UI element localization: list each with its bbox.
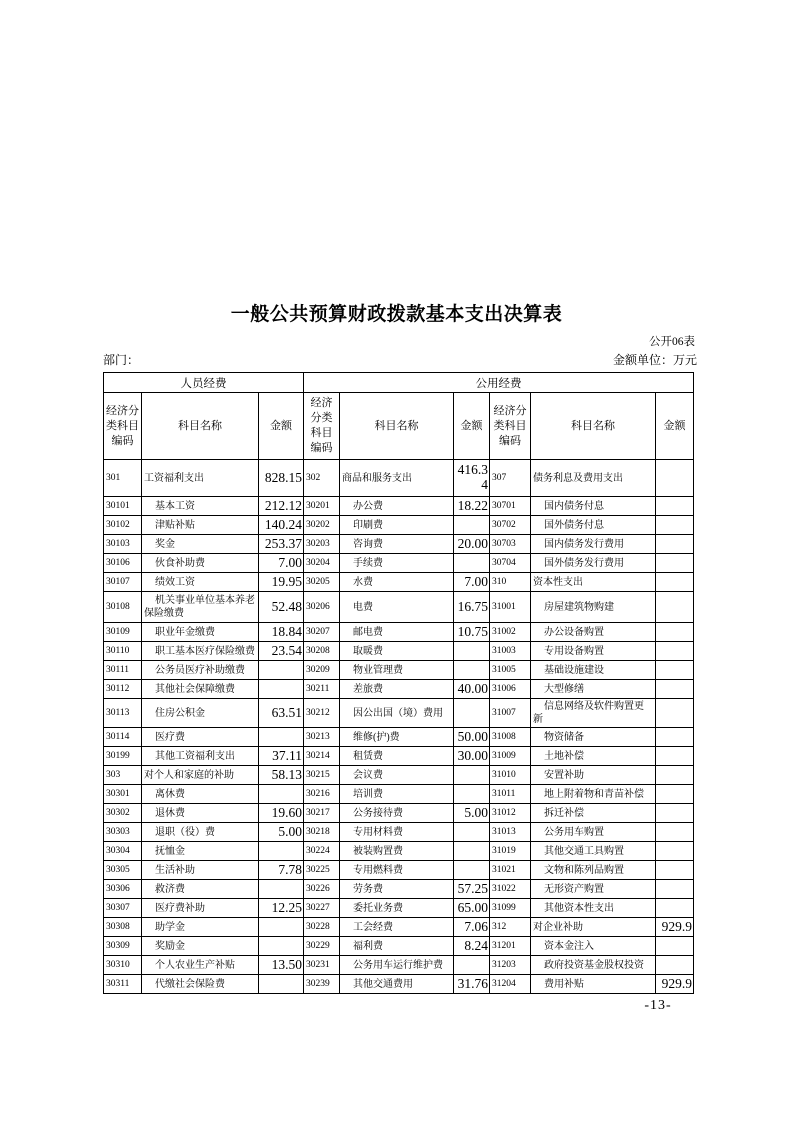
name-cell: 会议费	[340, 766, 454, 785]
name-cell: 债务利息及费用支出	[531, 460, 656, 497]
amount-cell	[454, 823, 490, 842]
name-cell: 医疗费	[142, 728, 259, 747]
code-cell: 30303	[104, 823, 142, 842]
table-row	[104, 766, 694, 785]
amount-cell: 23.54	[259, 642, 304, 661]
code-cell: 30205	[304, 573, 340, 592]
amount-cell	[259, 680, 304, 699]
amount-cell: 19.60	[259, 804, 304, 823]
table-row	[104, 535, 694, 554]
code-cell: 30307	[104, 899, 142, 918]
amount-cell: 37.11	[259, 747, 304, 766]
code-cell: 30108	[104, 592, 142, 623]
name-cell: 取暖费	[340, 642, 454, 661]
amount-cell: 7.00	[454, 573, 490, 592]
page-title: 一般公共预算财政拨款基本支出决算表	[230, 304, 563, 325]
table-row	[104, 842, 694, 861]
name-cell: 政府投资基金股权投资	[531, 956, 656, 975]
table-row	[104, 699, 694, 728]
code-cell: 30201	[304, 497, 340, 516]
table-row	[104, 497, 694, 516]
amount-cell: 140.24	[259, 516, 304, 535]
code-cell: 31203	[490, 956, 531, 975]
table-row	[104, 661, 694, 680]
code-cell: 31011	[490, 785, 531, 804]
amount-cell	[454, 861, 490, 880]
name-cell: 退休费	[142, 804, 259, 823]
code-cell: 30101	[104, 497, 142, 516]
name-cell: 手续费	[340, 554, 454, 573]
code-cell: 31099	[490, 899, 531, 918]
code-cell: 30311	[104, 975, 142, 994]
code-cell: 302	[304, 460, 340, 497]
code-cell: 30211	[304, 680, 340, 699]
col-header-amount-1: 金额	[259, 393, 304, 460]
code-cell: 30308	[104, 918, 142, 937]
amount-cell	[454, 642, 490, 661]
table-row	[104, 918, 694, 937]
code-cell: 30216	[304, 785, 340, 804]
code-cell: 30225	[304, 861, 340, 880]
amount-cell	[454, 699, 490, 728]
amount-cell	[259, 937, 304, 956]
amount-cell: 63.51	[259, 699, 304, 728]
code-cell: 31005	[490, 661, 531, 680]
name-cell: 个人农业生产补贴	[142, 956, 259, 975]
name-cell: 基本工资	[142, 497, 259, 516]
amount-cell	[454, 956, 490, 975]
code-cell: 30224	[304, 842, 340, 861]
column-header-row	[104, 393, 694, 460]
name-cell: 差旅费	[340, 680, 454, 699]
col-header-code-3: 经济分类科目编码	[490, 393, 531, 460]
name-cell: 安置补助	[531, 766, 656, 785]
name-cell: 机关事业单位基本养老保险缴费	[142, 592, 259, 623]
amount-cell	[656, 766, 694, 785]
group-header-public: 公用经费	[304, 373, 694, 393]
name-cell: 基础设施建设	[531, 661, 656, 680]
code-cell: 30229	[304, 937, 340, 956]
code-cell: 30702	[490, 516, 531, 535]
group-header-row	[104, 373, 694, 393]
amount-cell: 8.24	[454, 937, 490, 956]
code-cell: 30207	[304, 623, 340, 642]
code-cell: 30103	[104, 535, 142, 554]
table-row	[104, 937, 694, 956]
amount-cell: 828.15	[259, 460, 304, 497]
amount-cell	[454, 785, 490, 804]
name-cell: 被装购置费	[340, 842, 454, 861]
code-cell: 30227	[304, 899, 340, 918]
name-cell: 工资福利支出	[142, 460, 259, 497]
name-cell: 离休费	[142, 785, 259, 804]
code-cell: 30114	[104, 728, 142, 747]
name-cell: 办公设备购置	[531, 623, 656, 642]
amount-cell	[656, 880, 694, 899]
table-row	[104, 554, 694, 573]
name-cell: 公务接待费	[340, 804, 454, 823]
table-row	[104, 592, 694, 623]
amount-cell: 7.00	[259, 554, 304, 573]
amount-cell	[656, 642, 694, 661]
code-cell: 30206	[304, 592, 340, 623]
code-cell: 303	[104, 766, 142, 785]
amount-cell	[656, 554, 694, 573]
name-cell: 房屋建筑物购建	[531, 592, 656, 623]
name-cell: 物资储备	[531, 728, 656, 747]
table-body	[104, 460, 694, 994]
amount-cell	[454, 554, 490, 573]
name-cell: 拆迁补偿	[531, 804, 656, 823]
amount-cell	[656, 497, 694, 516]
name-cell: 助学金	[142, 918, 259, 937]
name-cell: 委托业务费	[340, 899, 454, 918]
code-cell: 301	[104, 460, 142, 497]
table-row	[104, 804, 694, 823]
amount-cell: 12.25	[259, 899, 304, 918]
department-label: 部门：	[103, 353, 140, 367]
name-cell: 电费	[340, 592, 454, 623]
amount-cell	[656, 728, 694, 747]
amount-cell: 18.22	[454, 497, 490, 516]
name-cell: 专用燃料费	[340, 861, 454, 880]
code-cell: 31003	[490, 642, 531, 661]
amount-cell	[656, 937, 694, 956]
code-cell: 31204	[490, 975, 531, 994]
code-cell: 30204	[304, 554, 340, 573]
amount-cell	[656, 516, 694, 535]
code-cell: 30209	[304, 661, 340, 680]
amount-cell	[656, 699, 694, 728]
amount-cell: 416.34	[454, 460, 490, 497]
code-cell: 30701	[490, 497, 531, 516]
col-header-amount-3: 金额	[656, 393, 694, 460]
name-cell: 水费	[340, 573, 454, 592]
name-cell: 公务用车运行维护费	[340, 956, 454, 975]
name-cell: 咨询费	[340, 535, 454, 554]
col-header-name-3: 科目名称	[531, 393, 656, 460]
name-cell: 国外债务付息	[531, 516, 656, 535]
amount-cell: 212.12	[259, 497, 304, 516]
table-row	[104, 956, 694, 975]
code-cell: 30111	[104, 661, 142, 680]
name-cell: 专用设备购置	[531, 642, 656, 661]
amount-cell: 929.9	[656, 975, 694, 994]
name-cell: 国外债务发行费用	[531, 554, 656, 573]
expenditure-table	[103, 372, 694, 994]
code-cell: 30302	[104, 804, 142, 823]
code-cell: 31019	[490, 842, 531, 861]
col-header-amount-2: 金额	[454, 393, 490, 460]
amount-cell: 5.00	[259, 823, 304, 842]
col-header-code-1: 经济分类科目编码	[104, 393, 142, 460]
code-cell: 30212	[304, 699, 340, 728]
amount-cell	[454, 516, 490, 535]
name-cell: 培训费	[340, 785, 454, 804]
amount-cell	[656, 661, 694, 680]
code-cell: 30306	[104, 880, 142, 899]
name-cell: 地上附着物和青苗补偿	[531, 785, 656, 804]
name-cell: 工会经费	[340, 918, 454, 937]
name-cell: 信息网络及软件购置更新	[531, 699, 656, 728]
code-cell: 30231	[304, 956, 340, 975]
table-row	[104, 728, 694, 747]
table-row	[104, 861, 694, 880]
table-row	[104, 975, 694, 994]
name-cell: 职工基本医疗保险缴费	[142, 642, 259, 661]
name-cell: 物业管理费	[340, 661, 454, 680]
amount-cell	[259, 918, 304, 937]
name-cell: 其他交通工具购置	[531, 842, 656, 861]
code-cell: 30301	[104, 785, 142, 804]
name-cell: 福利费	[340, 937, 454, 956]
name-cell: 因公出国（境）费用	[340, 699, 454, 728]
name-cell: 奖金	[142, 535, 259, 554]
code-cell: 30213	[304, 728, 340, 747]
code-cell: 30199	[104, 747, 142, 766]
unit-label: 金额单位：万元	[612, 353, 697, 367]
code-cell: 30310	[104, 956, 142, 975]
code-cell: 30305	[104, 861, 142, 880]
name-cell: 维修(护)费	[340, 728, 454, 747]
name-cell: 抚恤金	[142, 842, 259, 861]
code-cell: 31022	[490, 880, 531, 899]
code-cell: 31010	[490, 766, 531, 785]
code-cell: 30109	[104, 623, 142, 642]
name-cell: 劳务费	[340, 880, 454, 899]
col-header-name-2: 科目名称	[340, 393, 454, 460]
amount-cell	[656, 956, 694, 975]
code-cell: 30113	[104, 699, 142, 728]
code-cell: 30215	[304, 766, 340, 785]
amount-cell	[656, 861, 694, 880]
code-cell: 31012	[490, 804, 531, 823]
amount-cell: 5.00	[454, 804, 490, 823]
name-cell: 公务员医疗补助缴费	[142, 661, 259, 680]
name-cell: 办公费	[340, 497, 454, 516]
amount-cell	[656, 573, 694, 592]
group-header-personnel: 人员经费	[104, 373, 304, 393]
col-header-code-2: 经济分类科目编码	[304, 393, 340, 460]
name-cell: 奖励金	[142, 937, 259, 956]
name-cell: 退职（役）费	[142, 823, 259, 842]
name-cell: 公务用车购置	[531, 823, 656, 842]
code-cell: 30102	[104, 516, 142, 535]
amount-cell: 50.00	[454, 728, 490, 747]
name-cell: 租赁费	[340, 747, 454, 766]
amount-cell: 52.48	[259, 592, 304, 623]
amount-cell	[656, 785, 694, 804]
name-cell: 生活补助	[142, 861, 259, 880]
name-cell: 资本金注入	[531, 937, 656, 956]
amount-cell	[259, 842, 304, 861]
amount-cell	[656, 680, 694, 699]
name-cell: 资本性支出	[531, 573, 656, 592]
name-cell: 其他资本性支出	[531, 899, 656, 918]
name-cell: 土地补偿	[531, 747, 656, 766]
name-cell: 专用材料费	[340, 823, 454, 842]
code-cell: 30110	[104, 642, 142, 661]
amount-cell: 58.13	[259, 766, 304, 785]
amount-cell	[656, 535, 694, 554]
name-cell: 无形资产购置	[531, 880, 656, 899]
amount-cell	[454, 842, 490, 861]
amount-cell	[656, 899, 694, 918]
name-cell: 印刷费	[340, 516, 454, 535]
name-cell: 对企业补助	[531, 918, 656, 937]
name-cell: 商品和服务支出	[340, 460, 454, 497]
amount-cell: 253.37	[259, 535, 304, 554]
amount-cell	[656, 592, 694, 623]
name-cell: 邮电费	[340, 623, 454, 642]
table-row	[104, 623, 694, 642]
name-cell: 代缴社会保险费	[142, 975, 259, 994]
meta-row	[103, 351, 697, 368]
amount-cell	[656, 823, 694, 842]
code-cell: 312	[490, 918, 531, 937]
amount-cell: 40.00	[454, 680, 490, 699]
code-cell: 30202	[304, 516, 340, 535]
amount-cell	[259, 975, 304, 994]
table-row	[104, 785, 694, 804]
amount-cell: 65.00	[454, 899, 490, 918]
name-cell: 伙食补助费	[142, 554, 259, 573]
code-cell: 30214	[304, 747, 340, 766]
code-cell: 31001	[490, 592, 531, 623]
amount-cell: 57.25	[454, 880, 490, 899]
name-cell: 救济费	[142, 880, 259, 899]
code-cell: 31021	[490, 861, 531, 880]
code-cell: 30208	[304, 642, 340, 661]
code-cell: 31008	[490, 728, 531, 747]
name-cell: 国内债务发行费用	[531, 535, 656, 554]
code-cell: 30106	[104, 554, 142, 573]
amount-cell: 7.06	[454, 918, 490, 937]
amount-cell: 31.76	[454, 975, 490, 994]
amount-cell	[656, 804, 694, 823]
name-cell: 费用补贴	[531, 975, 656, 994]
amount-cell	[259, 785, 304, 804]
code-cell: 307	[490, 460, 531, 497]
form-number: 公开06表	[649, 336, 695, 348]
code-cell: 30203	[304, 535, 340, 554]
amount-cell: 30.00	[454, 747, 490, 766]
name-cell: 职业年金缴费	[142, 623, 259, 642]
name-cell: 绩效工资	[142, 573, 259, 592]
name-cell: 其他社会保障缴费	[142, 680, 259, 699]
amount-cell	[656, 747, 694, 766]
code-cell: 30704	[490, 554, 531, 573]
table-row	[104, 823, 694, 842]
amount-cell	[656, 460, 694, 497]
amount-cell: 929.9	[656, 918, 694, 937]
table-row	[104, 460, 694, 497]
name-cell: 其他交通费用	[340, 975, 454, 994]
code-cell: 31009	[490, 747, 531, 766]
table-row	[104, 573, 694, 592]
name-cell: 医疗费补助	[142, 899, 259, 918]
code-cell: 30218	[304, 823, 340, 842]
name-cell: 对个人和家庭的补助	[142, 766, 259, 785]
code-cell: 31006	[490, 680, 531, 699]
code-cell: 30107	[104, 573, 142, 592]
code-cell: 30112	[104, 680, 142, 699]
name-cell: 国内债务付息	[531, 497, 656, 516]
table-row	[104, 899, 694, 918]
amount-cell	[259, 728, 304, 747]
name-cell: 大型修缮	[531, 680, 656, 699]
amount-cell	[656, 842, 694, 861]
name-cell: 津贴补贴	[142, 516, 259, 535]
name-cell: 文物和陈列品购置	[531, 861, 656, 880]
code-cell: 31013	[490, 823, 531, 842]
amount-cell	[656, 623, 694, 642]
amount-cell: 20.00	[454, 535, 490, 554]
amount-cell: 18.84	[259, 623, 304, 642]
code-cell: 30217	[304, 804, 340, 823]
table-row	[104, 642, 694, 661]
code-cell: 31007	[490, 699, 531, 728]
amount-cell: 13.50	[259, 956, 304, 975]
amount-cell: 19.95	[259, 573, 304, 592]
amount-cell	[259, 661, 304, 680]
amount-cell	[454, 766, 490, 785]
code-cell: 30703	[490, 535, 531, 554]
code-cell: 30228	[304, 918, 340, 937]
amount-cell: 16.75	[454, 592, 490, 623]
code-cell: 30226	[304, 880, 340, 899]
table-row	[104, 747, 694, 766]
amount-cell: 7.78	[259, 861, 304, 880]
name-cell: 住房公积金	[142, 699, 259, 728]
code-cell: 30239	[304, 975, 340, 994]
code-cell: 31201	[490, 937, 531, 956]
amount-cell	[454, 661, 490, 680]
col-header-name-1: 科目名称	[142, 393, 259, 460]
code-cell: 31002	[490, 623, 531, 642]
table-row	[104, 680, 694, 699]
amount-cell: 10.75	[454, 623, 490, 642]
table-row	[104, 516, 694, 535]
name-cell: 其他工资福利支出	[142, 747, 259, 766]
code-cell: 30304	[104, 842, 142, 861]
table-row	[104, 880, 694, 899]
page-number: -13-	[644, 998, 672, 1013]
code-cell: 30309	[104, 937, 142, 956]
code-cell: 310	[490, 573, 531, 592]
amount-cell	[259, 880, 304, 899]
